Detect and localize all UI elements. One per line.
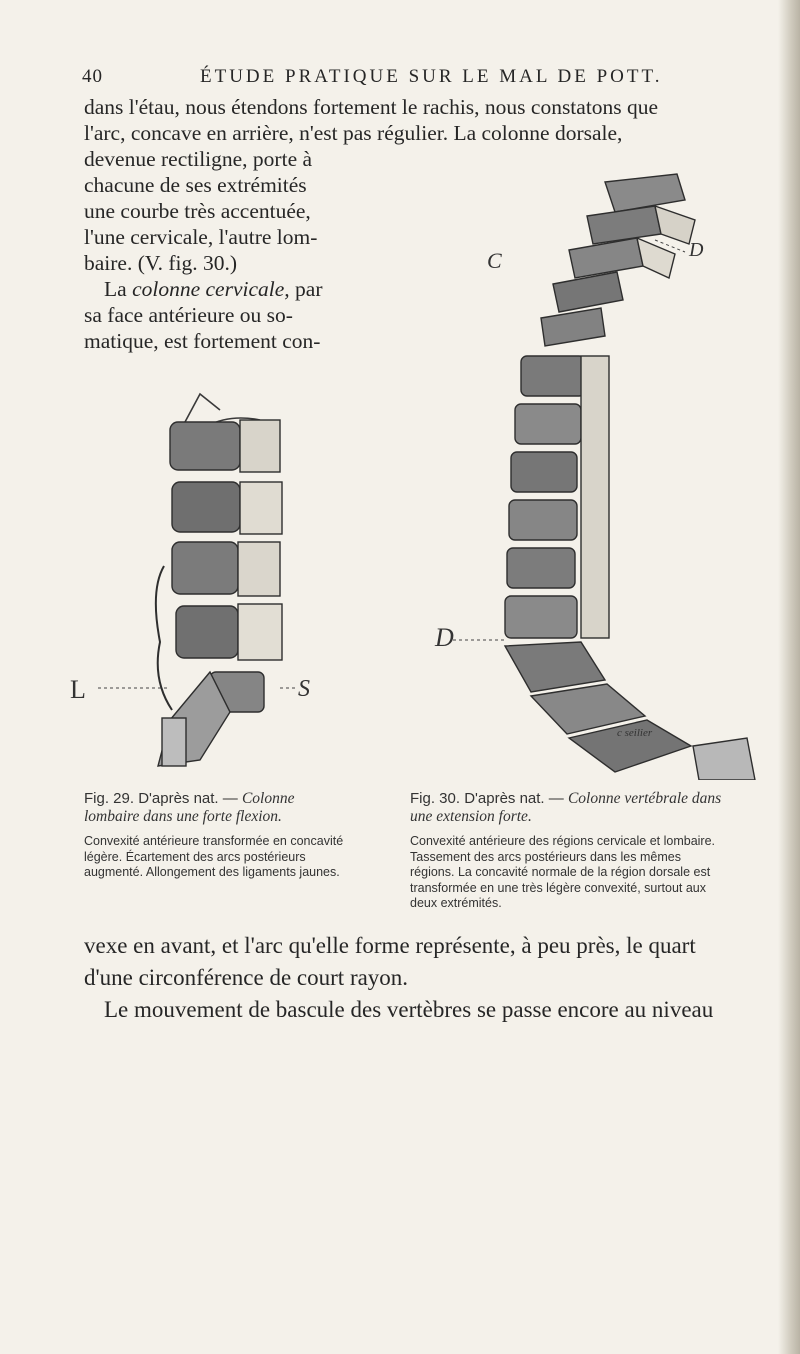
fig29-caption-title	[84, 790, 346, 826]
vertebra-body	[176, 604, 282, 660]
text-line: devenue rectiligne, porte à	[84, 147, 313, 171]
fig29-caption-description: Convexité antérieure transformée en concavité légère. Écartement des arcs postérieurs augmenté. Allongement des ligaments jaunes.	[84, 834, 344, 879]
fig29-label-s: S	[298, 676, 310, 702]
fig30-label-c: C	[487, 248, 502, 273]
page-number: 40	[82, 66, 103, 87]
cervical-region	[541, 174, 695, 346]
fig29-label-l: L	[70, 675, 86, 704]
fig30-illustration	[355, 160, 775, 780]
para-suffix: par	[289, 277, 323, 301]
text-line: matique, est fortement con-	[84, 329, 321, 353]
vertebra-body	[172, 542, 280, 596]
fig30-caption-prefix: Fig. 30. D'après nat. —	[410, 790, 568, 807]
fig29-caption-italic: Colonne lombaire dans une forte flexion.	[84, 790, 295, 825]
fig30-caption-description: Convexité antérieure des régions cervicale et lombaire. Tassement des arcs postérieurs dans les mêmes régions. La concavité normale de la région dorsale est transformée en une très légère convexité, surtout aux deux extrémités.	[410, 834, 716, 910]
fig30-caption-title	[410, 790, 722, 826]
lumbar-region	[505, 642, 755, 780]
vertebra-body	[172, 482, 282, 534]
fig30-label-d-upper: D	[689, 239, 704, 261]
text-line: vexe en avant, et l'arc qu'elle forme représente, à peu près, le quart	[84, 933, 696, 958]
engraver-signature: c seilier	[617, 727, 653, 739]
fig29-caption	[84, 790, 346, 881]
text-line: l'une cervicale, l'autre lom-	[84, 225, 318, 249]
fig30-label-d-lower: D	[435, 623, 454, 652]
text-line: sa face antérieure ou so-	[84, 303, 293, 327]
text-line: Le mouvement de bascule des vertèbres se passe encore au niveau	[104, 997, 714, 1022]
text-line: chacune de ses extrémités	[84, 173, 307, 197]
dorsal-region	[505, 356, 609, 638]
vertebra-body	[170, 420, 280, 472]
paragraph-start	[104, 276, 322, 302]
para-italic: colonne cervicale,	[132, 277, 290, 301]
fig29-illustration	[60, 390, 360, 770]
page-edge-shadow	[778, 0, 800, 1354]
text-line: une courbe très accentuée,	[84, 199, 311, 223]
text-line: d'une circonférence de court rayon.	[84, 965, 409, 990]
text-line: l'arc, concave en arrière, n'est pas régulier. La colonne dorsale,	[84, 121, 623, 145]
text-line: dans l'étau, nous étendons fortement le rachis, nous constatons que	[84, 95, 659, 119]
fig29-caption-prefix: Fig. 29. D'après nat. —	[84, 790, 242, 807]
para-prefix: La	[104, 277, 133, 301]
running-head-title: ÉTUDE PRATIQUE SUR LE MAL DE POTT.	[200, 66, 663, 87]
fig30-caption-italic: Colonne vertébrale dans une extension forte.	[410, 790, 722, 825]
text-line: baire. (V. fig. 30.)	[84, 251, 238, 275]
running-header	[82, 66, 722, 90]
fig30-caption	[410, 790, 722, 912]
